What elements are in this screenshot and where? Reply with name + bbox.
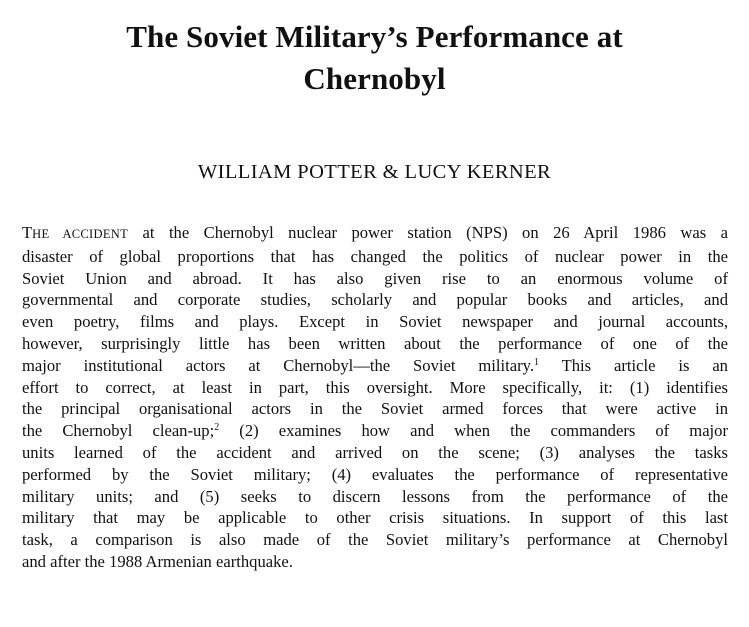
body-line: the Chernobyl clean-up;$^2$ (2) examines how and when the commanders of major <box>22 421 728 441</box>
body-line: governmental and corporate studies, scholarly and popular books and articles, and <box>22 290 728 310</box>
lead-small-caps: HE ACCIDENT <box>32 227 129 241</box>
body-line: even poetry, films and plays. Except in Soviet newspaper and journal accounts, <box>22 312 728 332</box>
body-line: military units; and (5) seeks to discern lessons from the performance of the <box>22 486 728 506</box>
body-line: major institutional actors at Chernobyl—the Soviet military.$^1$ This article is an <box>22 355 728 375</box>
body-line: task, a comparison is also made of the Soviet military’s performance at Chernobyl <box>22 530 728 550</box>
body-line: performed by the Soviet military; (4) evaluates the performance of representative <box>22 464 728 484</box>
lead-cap: T <box>22 223 33 242</box>
body-line: the principal organisational actors in the Soviet armed forces that were active in <box>22 399 728 419</box>
body-line: effort to correct, at least in part, this oversight. More specifically, it: (1) identifies <box>22 377 728 397</box>
footnote-ref-1: 1 <box>533 356 539 368</box>
article-title <box>40 16 709 100</box>
body-line: THE ACCIDENT at the Chernobyl nuclear power station (NPS) on 26 April 1986 was a <box>22 223 729 242</box>
article-title-line-1: The Soviet Military’s Performance at <box>126 19 623 54</box>
article-body-paragraph <box>22 222 728 573</box>
body-line: military that may be applicable to other crisis situations. In support of this last <box>22 508 728 528</box>
article-authors: WILLIAM POTTER & LUCY KERNER <box>197 161 552 183</box>
body-line: units learned of the accident and arrived on the scene; (3) analyses the tasks <box>22 442 728 462</box>
body-line: however, surprisingly little has been written about the performance of one of the <box>22 333 728 353</box>
body-line: disaster of global proportions that has changed the politics of nuclear power in the <box>22 246 728 266</box>
body-line: Soviet Union and abroad. It has also given rise to an enormous volume of <box>22 268 728 288</box>
article-title-line-2: Chernobyl <box>303 61 446 96</box>
body-line: and after the 1988 Armenian earthquake. <box>22 551 293 571</box>
footnote-ref-2: 2 <box>214 422 220 434</box>
